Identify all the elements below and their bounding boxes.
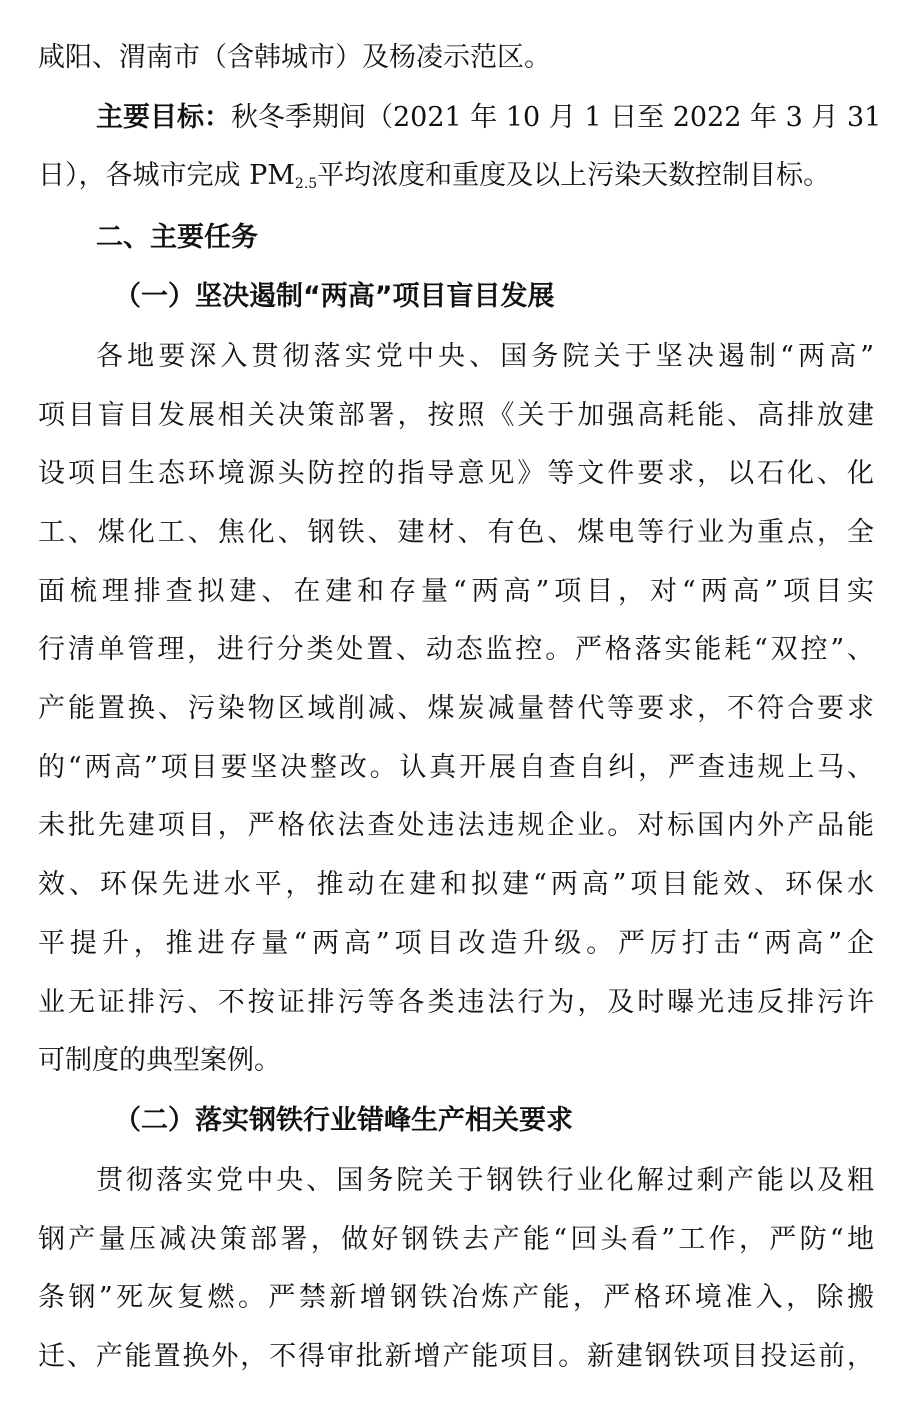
main-goal-text-2-post: 平均浓度和重度及以上污染天数控制目标。 [317,160,831,191]
paragraph-line: 业无证排污、不按证排污等各类违法行为，及时曝光违反排污许 [38,987,874,1018]
intro-text: 咸阳、渭南市（含韩城市）及杨凌示范区。 [38,42,551,73]
paragraph-line: 平提升，推进存量“两高”项目改造升级。严厉打击“两高”企 [38,928,874,959]
main-goal-text-1: 秋冬季期间（2021 年 10 月 1 日至 2022 年 3 月 31 [231,102,882,133]
pm-subscript: 2.5 [294,176,318,192]
paragraph-line: 设项目生态环境源头防控的指导意见》等文件要求，以石化、化 [38,458,874,489]
main-goal-text-2-pre: 日），各城市完成 PM [38,160,295,191]
subsection-2-title: （二）落实钢铁行业错峰生产相关要求 [114,1105,573,1136]
paragraph-line: 效、环保先进水平，推动在建和拟建“两高”项目能效、环保水 [38,869,874,900]
section-title: 二、主要任务 [96,222,258,253]
subsection-1-title: （一）坚决遏制“两高”项目盲目发展 [114,281,555,312]
main-goal-line-2 [38,156,874,196]
paragraph-line: 项目盲目发展相关决策部署，按照《关于加强高耗能、高排放建 [38,400,874,431]
paragraph-line: 可制度的典型案例。 [38,1045,281,1076]
paragraph-line: 各地要深入贯彻落实党中央、国务院关于坚决遏制“两高” [96,341,874,372]
paragraph-line: 条钢”死灰复燃。严禁新增钢铁冶炼产能，严格环境准入，除搬 [38,1282,874,1313]
paragraph-line: 面梳理排查拟建、在建和存量“两高”项目，对“两高”项目实 [38,576,874,607]
paragraph-line: 贯彻落实党中央、国务院关于钢铁行业化解过剩产能以及粗 [96,1165,874,1196]
main-goal-line-1 [38,98,882,138]
paragraph-intro-line [38,38,874,78]
main-goal-label: 主要目标： [96,102,231,133]
paragraph-line: 迁、产能置换外，不得审批新增产能项目。新建钢铁项目投运前， [38,1341,874,1372]
paragraph-line: 行清单管理，进行分类处置、动态监控。严格落实能耗“双控”、 [38,634,874,665]
paragraph-line: 的“两高”项目要坚决整改。认真开展自查自纠，严查违规上马、 [38,752,874,783]
paragraph-line: 钢产量压减决策部署，做好钢铁去产能“回头看”工作，严防“地 [38,1224,874,1255]
paragraph-line: 产能置换、污染物区域削减、煤炭减量替代等要求，不符合要求 [38,693,874,724]
paragraph-line: 工、煤化工、焦化、钢铁、建材、有色、煤电等行业为重点，全 [38,517,874,548]
paragraph-line: 未批先建项目，严格依法查处违法违规企业。对标国内外产品能 [38,810,874,841]
